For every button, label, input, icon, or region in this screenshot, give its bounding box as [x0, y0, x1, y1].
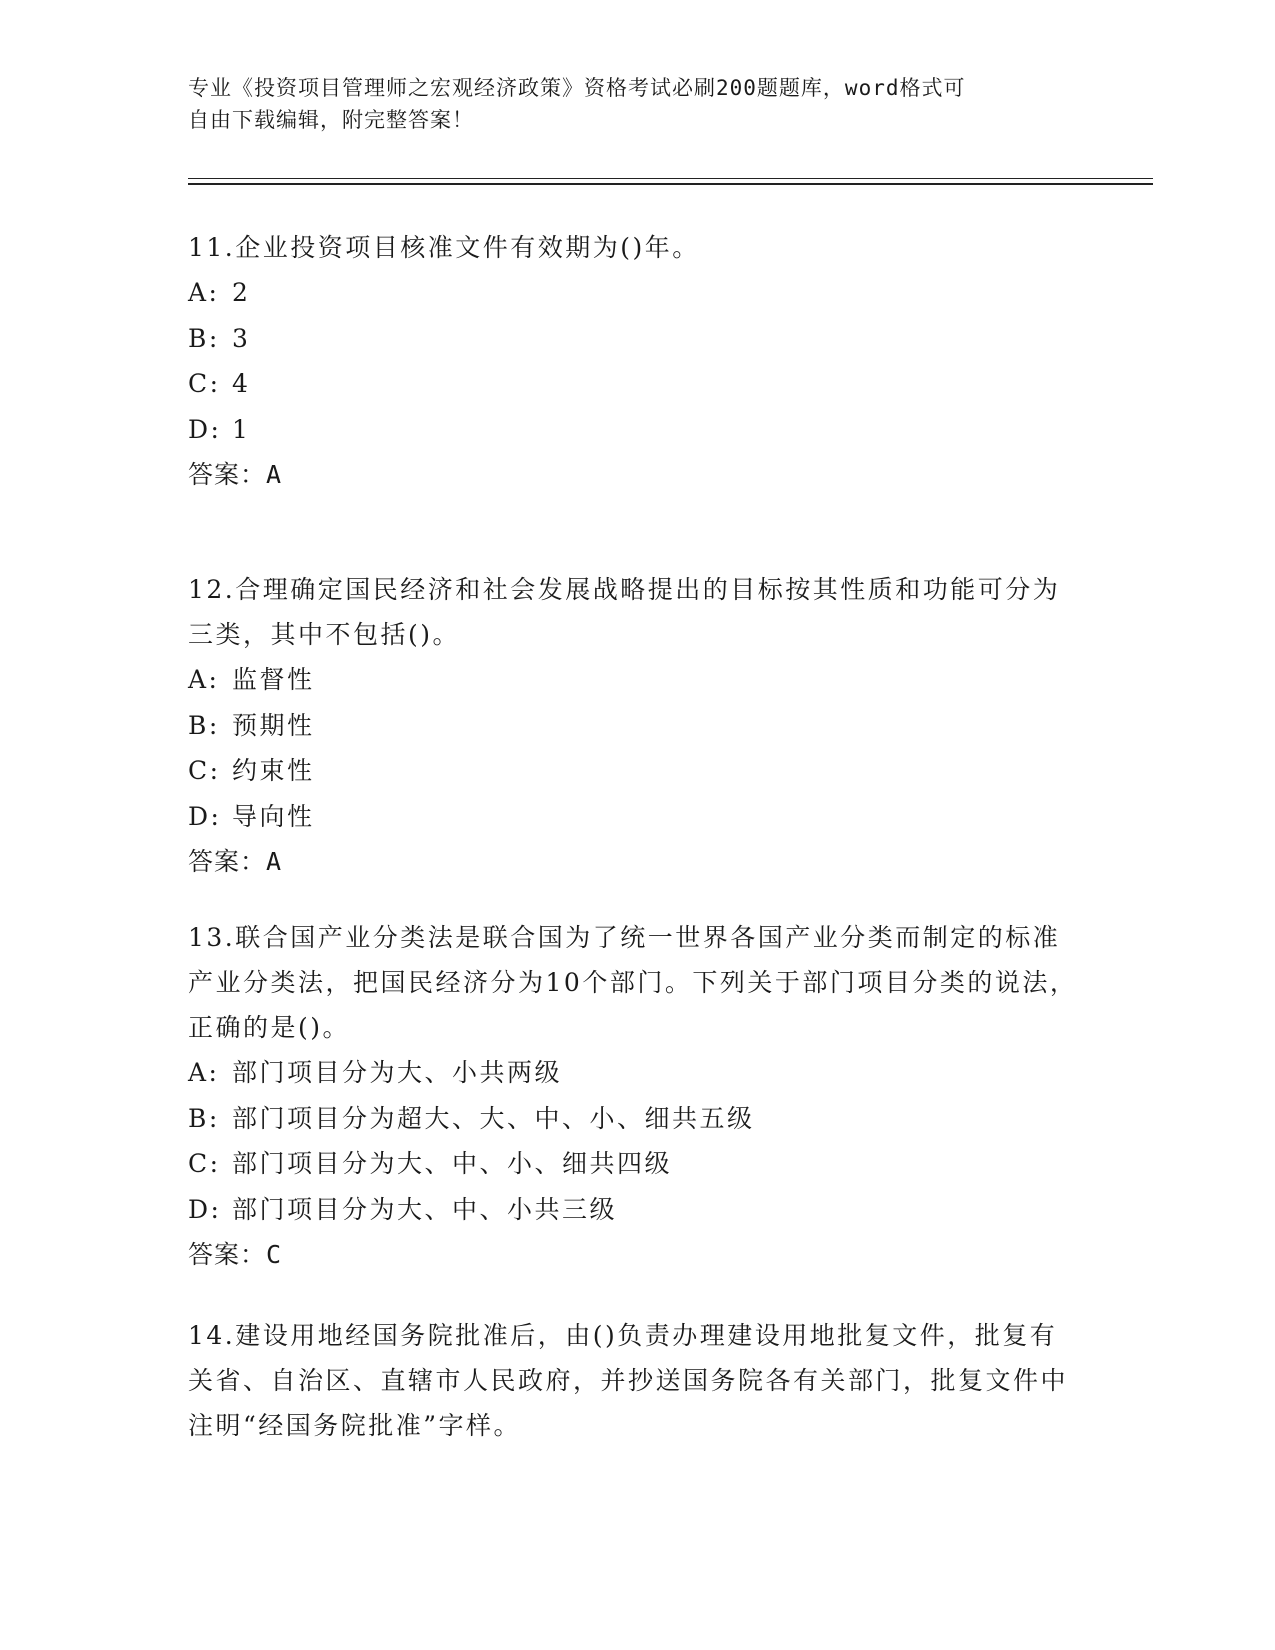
option-key: A: [188, 278, 220, 307]
option-d [188, 1187, 1078, 1233]
option-d [188, 407, 1078, 453]
option-key: C: [188, 756, 221, 785]
question-stem: 11.企业投资项目核准文件有效期为()年。 [188, 233, 700, 262]
option-c [188, 748, 1078, 794]
answer [188, 452, 1078, 498]
option-key: B: [188, 710, 220, 740]
option-key: D: [188, 414, 222, 444]
question-stem: 12.合理确定国民经济和社会发展战略提出的目标按其性质和功能可分为三类，其中不包括()。 [188, 575, 1061, 649]
option-b [188, 316, 1078, 362]
header-line-1: 专业《投资项目管理师之宏观经济政策》资格考试必刷200题题库，word格式可 [188, 76, 966, 100]
option-a [188, 1050, 1078, 1096]
option-text: 4 [232, 369, 251, 398]
answer [188, 839, 1078, 885]
question-14 [188, 1313, 1078, 1448]
option-b [188, 1096, 1078, 1142]
answer-value: A [266, 847, 283, 876]
question-stem: 13.联合国产业分类法是联合国为了统一世界各国产业分类而制定的标准产业分类法，把国民经济分为10个部门。下列关于部门项目分类的说法，正确的是()。 [188, 923, 1078, 1042]
option-text: 部门项目分为大、中、小共三级 [232, 1194, 618, 1224]
question-stem: 14.建设用地经国务院批准后，由()负责办理建设用地批复文件，批复有关省、自治区、直辖市人民政府，并抄送国务院各有关部门，批复文件中注明“经国务院批准”字样。 [188, 1321, 1069, 1440]
option-key: D: [188, 1194, 222, 1224]
option-a [188, 657, 1078, 703]
option-key: A: [188, 665, 220, 694]
question-12 [188, 567, 1078, 885]
option-text: 监督性 [232, 665, 315, 694]
option-key: B: [188, 1103, 220, 1133]
question-13 [188, 915, 1078, 1278]
answer-label: 答案： [188, 1240, 267, 1269]
answer-value: A [266, 460, 283, 489]
option-key: C: [188, 369, 221, 398]
option-text: 预期性 [232, 710, 315, 740]
option-key: B: [188, 323, 220, 353]
option-key: D: [188, 801, 222, 831]
header-line-2: 自由下载编辑，附完整答案！ [188, 108, 474, 132]
option-c [188, 1141, 1078, 1187]
option-b [188, 703, 1078, 749]
answer [188, 1232, 1078, 1278]
option-key: A: [188, 1058, 220, 1087]
option-text: 约束性 [232, 756, 315, 785]
option-text: 2 [232, 278, 251, 307]
question-11 [188, 225, 1078, 498]
option-c [188, 361, 1078, 407]
answer-label: 答案： [188, 460, 267, 489]
option-a [188, 270, 1078, 316]
option-text: 部门项目分为大、中、小、细共四级 [232, 1149, 673, 1178]
option-key: C: [188, 1149, 221, 1178]
answer-value: C [266, 1240, 283, 1269]
header-divider-bottom [188, 183, 1153, 185]
option-d [188, 794, 1078, 840]
option-text: 1 [232, 414, 251, 444]
document-header [188, 72, 1068, 136]
option-text: 部门项目分为超大、大、中、小、细共五级 [232, 1103, 755, 1133]
option-text: 3 [232, 323, 251, 353]
option-text: 部门项目分为大、小共两级 [232, 1058, 563, 1087]
answer-label: 答案： [188, 847, 267, 876]
header-divider-top [188, 178, 1153, 179]
option-text: 导向性 [232, 801, 315, 831]
